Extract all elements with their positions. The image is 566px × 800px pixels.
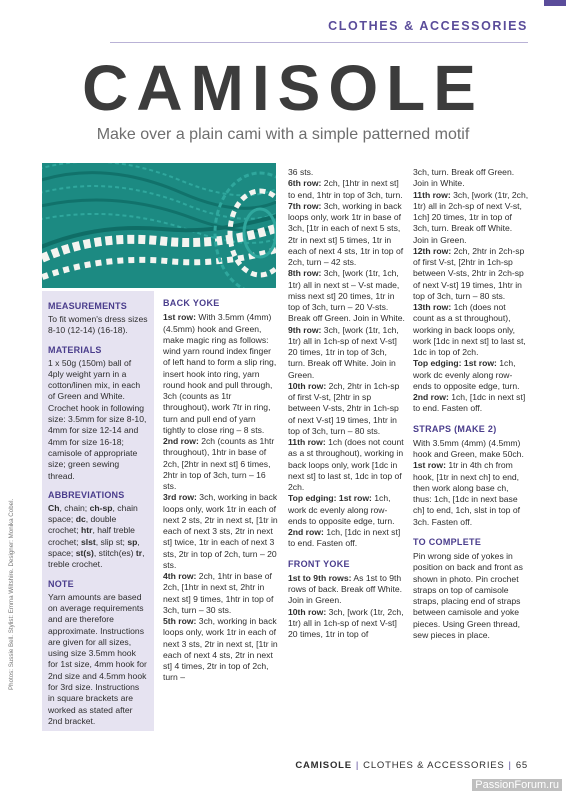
abbr-def: , treble crochet. xyxy=(48,548,145,570)
row-text: 1ch (does not count as a st throughout), working in back loops only, work [1dc in next st] to last st, 1dc in top of 2ch. xyxy=(288,437,404,492)
instruction-row xyxy=(413,460,529,528)
instruction-row xyxy=(288,325,405,381)
front-yoke-heading: FRONT YOKE xyxy=(288,558,350,569)
note-heading: NOTE xyxy=(48,578,74,589)
instruction-row xyxy=(288,493,405,527)
instruction-row xyxy=(413,358,529,392)
abbr-def: , slip st; xyxy=(95,536,128,547)
corner-accent-bar xyxy=(544,0,566,6)
abbr-term: tr xyxy=(135,548,143,559)
abbr-def: , half treble crochet; xyxy=(48,525,135,547)
row-text: 1ch, work dc evenly along row-ends to opposite edge, turn. xyxy=(288,493,395,526)
abbr-term: sp xyxy=(127,536,138,547)
crochet-photo-illustration xyxy=(42,163,276,288)
back-yoke-heading: BACK YOKE xyxy=(163,298,220,308)
row-text: 3ch, working in back loops only, work 1tr in base of 3ch, [1tr in each of next 5 sts, 2tr in next st] 5 times, 1tr in each of next 4 sts, 1tr in top of 2ch, turn – 42 sts. xyxy=(288,200,404,267)
instruction-row xyxy=(163,436,279,492)
instruction-row xyxy=(413,246,529,302)
row-text: 3ch, working in back loops only, work 1tr in each of next 2 sts, 2tr in next st, [1tr in each of next 3 sts, 2tr in next st] twice, 1tr in each of next 3 sts, 2tr in top of 2ch, turn – 20 sts. xyxy=(163,492,278,570)
row-text: 3ch, [work (1tr, 2ch, 1tr) all in 2ch-sp of next V-st, 1ch] 20 times, 1tr in top of 3ch, turn. Break off White. Join in Green. xyxy=(413,189,529,245)
abbr-term: dc xyxy=(75,514,86,525)
abbreviations-heading: ABBREVIATIONS xyxy=(48,489,125,500)
row-text: As 1st to 9th rows of back. Break off White. Join in Green. xyxy=(288,572,402,606)
footer-separator: | xyxy=(508,760,512,771)
row-label: 1st to 9th rows: xyxy=(288,572,352,583)
measurements-text: To fit women's dress sizes 8-10 (12-14) (16-18). xyxy=(48,314,148,336)
row-text: 3ch, [work (1tr, 1ch, 1tr) all in 1ch-sp of next V-st] 20 times, 1tr in top of 3ch, turn. Break off White. Join in Green. xyxy=(288,324,399,380)
row-text: 3ch, [work (1tr, 2ch, 1tr) all in 1ch-sp of next V-st] 20 times, 1tr in top of xyxy=(288,606,404,639)
continued-text: 3ch, turn. Break off Green. Join in White. xyxy=(413,167,515,189)
abbreviations-text xyxy=(48,503,148,571)
row-label: 13th row: xyxy=(413,302,452,312)
row-text: 2ch, 2htr in 2ch-sp of first V-st, [2htr in 1ch-sp between V-sts, 2htr in 2ch-sp of next V-st] 19 times, 1htr in top of 3ch, turn – 80 sts. xyxy=(413,245,525,301)
instruction-row xyxy=(413,392,529,415)
straps-intro: With 3.5mm (4mm) (4.5mm) hook and Green, make 50ch. xyxy=(413,437,524,459)
row-label: 11th row: xyxy=(288,437,326,447)
abbr-term: ch-sp xyxy=(89,502,113,513)
abbr-term: Ch xyxy=(48,502,60,513)
section-label: CLOTHES & ACCESSORIES xyxy=(328,19,528,33)
instruction-row xyxy=(288,437,405,493)
straps-heading: STRAPS (MAKE 2) xyxy=(413,423,497,434)
materials-heading: MATERIALS xyxy=(48,344,102,355)
abbr-term: slst xyxy=(80,536,96,547)
instruction-row xyxy=(288,268,405,324)
row-text: 1ch, work dc evenly along row-ends to opposite edge, turn. xyxy=(413,358,520,391)
row-text: 3ch, [work (1tr, 1ch, 1tr) all in next st – V-st made, miss next st] 20 times, 1tr in top of 3ch, turn – 20 V-sts. Break off Green. Join in White. xyxy=(288,268,405,324)
site-watermark: PassionForum.ru xyxy=(472,779,562,791)
abbr-def: , space; xyxy=(48,536,140,559)
instruction-row xyxy=(288,607,405,641)
abbr-def: , double crochet; xyxy=(48,514,117,536)
instructions-column-1 xyxy=(163,298,279,684)
crochet-yoke-photo xyxy=(42,163,276,288)
instruction-row xyxy=(288,201,405,269)
section-divider xyxy=(110,42,528,43)
instruction-row xyxy=(163,616,279,684)
to-complete-text: Pin wrong side of yokes in position on back and front as shown in photo. Pin crochet straps on top of camisole straps, placing end of straps between camisole and yoke pieces. Using Green thread, sew pieces in place. xyxy=(413,551,523,640)
photo-credit: Photos: Sussie Bell. Stylist: Emma Wiltshire. Designer: Monika Cobel. xyxy=(8,498,15,690)
footer-section-name: CLOTHES & ACCESSORIES xyxy=(363,760,505,771)
instruction-row xyxy=(413,190,529,246)
page-subtitle: Make over a plain cami with a simple patterned motif xyxy=(96,126,470,143)
row-text: 2ch, 1htr in base of 2ch, [1htr in next st, 2htr in next st] 9 times, 1htr in top of 3ch, turn – 30 sts. xyxy=(163,571,274,615)
materials-text: 1 x 50g (150m) ball of 4ply weight yarn in a cotton/linen mix, in each of Green and White. Crochet hook in following size: 3.5mm for size 8-10, 4mm for size 12-14 and 4mm for size 16-18; camisole of appropriate size; green sewing thread. xyxy=(48,357,147,481)
abbr-def: , chain; xyxy=(59,502,90,513)
instruction-row xyxy=(413,302,529,358)
instructions-column-2 xyxy=(288,167,405,640)
instruction-row xyxy=(288,527,405,550)
row-text: 2ch, [1htr in next st] to end, 1htr in top of 3ch, turn. xyxy=(288,178,403,200)
footer-article-name: CAMISOLE xyxy=(295,760,352,771)
row-label: 6th row: xyxy=(288,178,322,189)
abbr-term: htr xyxy=(80,525,93,536)
page-number: 65 xyxy=(515,760,528,771)
row-text: With 3.5mm (4mm) (4.5mm) hook and Green, make magic ring as follows: wind yarn round index finger of left hand to form a slip ring, insert hook into ring, yarn round hook and pull through, 3ch (counts as 1tr throughout), work 7tr in ring, turn and pull end of yarn tightly to close ring – 8 sts. xyxy=(163,312,277,435)
row-text: 3ch, working in back loops only, work 1tr in each of next 3 sts, 2tr in next st, [1tr in each of next 4 sts, 2tr in next st] 4 times, 2tr in top of 2ch, turn – xyxy=(163,616,278,683)
row-label: 2nd row: xyxy=(288,527,324,537)
page-title: CAMISOLE xyxy=(82,52,484,124)
row-label: Top edging: 1st row: xyxy=(288,493,372,504)
footer-separator: | xyxy=(355,760,360,771)
instruction-row xyxy=(288,381,405,437)
row-label: 12th row: xyxy=(413,245,452,256)
row-label: 10th row: xyxy=(288,606,327,617)
row-label: 9th row: xyxy=(288,324,322,335)
instruction-row xyxy=(163,571,279,616)
row-text: 1ch, [1dc in next st] to end. Fasten off. xyxy=(288,527,401,549)
to-complete-heading: TO COMPLETE xyxy=(413,536,482,547)
row-label: 4th row: xyxy=(163,571,197,581)
row-label: 1st row: xyxy=(163,312,196,323)
row-text: 1ch (does not count as a st throughout), working in back loops only, work [1dc in next st] to last st, 1dc in top of 2ch. xyxy=(413,302,526,357)
instruction-row xyxy=(163,312,279,436)
row-label: 3rd row: xyxy=(163,492,197,503)
abbr-def: , chain space; xyxy=(48,502,138,525)
row-label: 8th row: xyxy=(288,268,322,279)
row-label: 11th row: xyxy=(413,189,451,200)
row-text: 1ch, [1dc in next st] to end. Fasten off. xyxy=(413,392,526,414)
row-text: 2ch, 2htr in 1ch-sp of first V-st, [2htr in sp between V-sts, 2htr in 1ch-sp of next V-st] 19 times, 1htr in top of 3ch, turn – 80 sts. xyxy=(288,380,400,436)
row-label: 2nd row: xyxy=(413,392,449,402)
abbr-def: , stitch(es) xyxy=(93,548,136,559)
instruction-row xyxy=(288,573,405,607)
page-footer xyxy=(295,760,528,771)
row-label: 1st row: xyxy=(413,460,446,471)
instruction-row xyxy=(288,178,405,201)
measurements-heading: MEASUREMENTS xyxy=(48,301,127,311)
row-text: 1tr in 4th ch from hook, [1tr in next ch] to end, then work along base ch, thus: 1ch, [1dc in next base ch] to end, 1ch, slst in top of 3ch. Fasten off. xyxy=(413,460,521,527)
note-text: Yarn amounts are based on average requirements and are therefore approximate. Instructions are given for all sizes, using size 3.5mm hook for 1st size, 4mm hook for 2nd size and 4.5mm hook for 3rd size. Instructions in square brackets are worked as stated after 2nd bracket. xyxy=(48,591,147,726)
instruction-row xyxy=(163,492,279,571)
row-label: Top edging: 1st row: xyxy=(413,358,497,369)
row-label: 5th row: xyxy=(163,616,197,626)
row-label: 10th row: xyxy=(288,380,327,391)
row-label: 2nd row: xyxy=(163,436,199,446)
abbr-term: st(s) xyxy=(75,548,94,559)
info-sidebar xyxy=(42,291,154,731)
row-text: 2ch (counts as 1htr throughout), 1htr in base of 2ch, [2htr in next st] 6 times, 2htr in top of 3ch, turn – 16 sts. xyxy=(163,436,275,491)
instructions-column-3 xyxy=(413,167,529,641)
row-label: 7th row: xyxy=(288,200,322,211)
continued-text: 36 sts. xyxy=(288,167,314,177)
